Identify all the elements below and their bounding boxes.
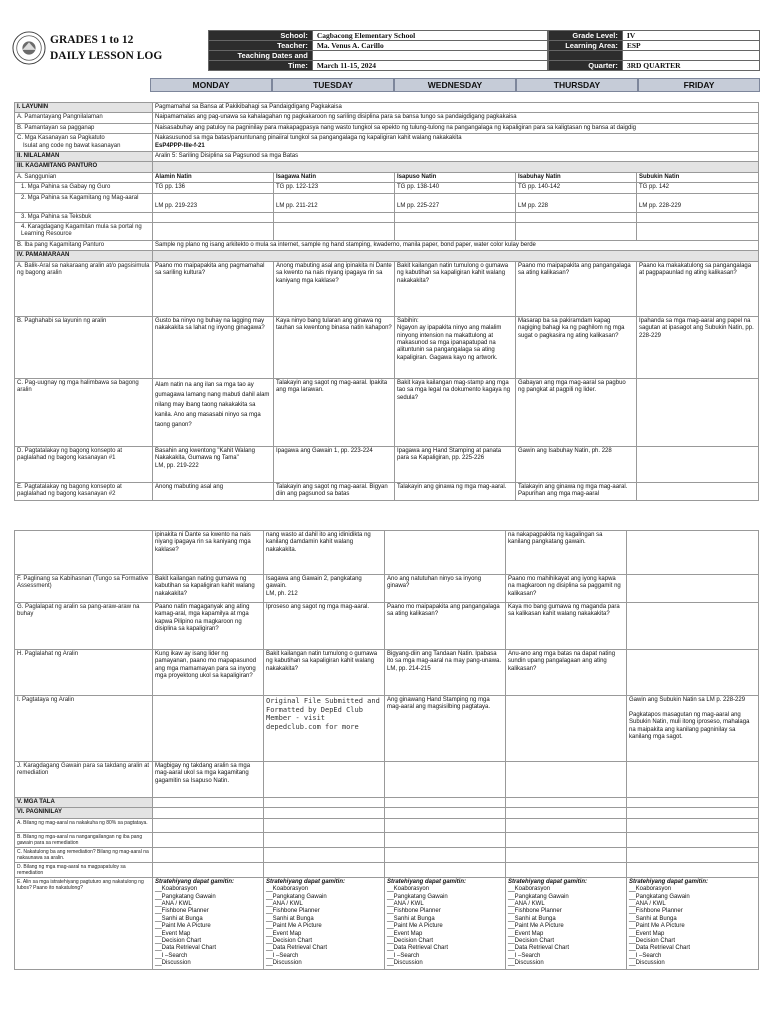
strategy-item: __Pangkatang Gawain	[155, 893, 216, 900]
strategies-wednesday	[385, 877, 506, 969]
depedclub-note: Original File Submitted and Formatted by DepEd Club Member - visit depedclub.com for more	[264, 696, 385, 762]
nilay-d-label: D. Bilang ng mga mag-aaral na magpapatuloy sa remediation	[15, 862, 153, 877]
table-cell: Kung ikaw ay isang lider ng pamayanan, paano mo mapapasunod ang mga mamamayan para sa inyong mga proyektong ukol sa kapaligiran?	[153, 650, 264, 696]
table-cell: Ipagawa ang Hand Stamping at panata para sa Kapaligiran, pp. 225-226	[395, 446, 516, 482]
strategy-item: __Paint Me A Picture	[387, 923, 443, 930]
table-cell: TG pp. 142	[637, 183, 759, 193]
table-cell: Ang ginawang Hand Stamping ng mga mag-aaral ang magsisilbing pagtataya.	[385, 696, 506, 762]
strategy-item: __I –Search	[266, 952, 299, 959]
strategy-item: __Paint Me A Picture	[155, 923, 211, 930]
strategy-item: __Discussion	[155, 960, 191, 967]
table-cell	[627, 531, 759, 575]
area-value: ESP	[622, 41, 759, 51]
table-cell: na nakapagpakita ng kagalingan sa kanilang pangkatang gawain.	[506, 531, 627, 575]
strategies-tuesday	[264, 877, 385, 969]
strategy-item: __Pangkatang Gawain	[508, 893, 569, 900]
table-cell: Anong mabuting asal ang ipinakita ni Dante sa kwento na nais niyang ipagaya rin sa kaniyang mga kaklase?	[274, 261, 395, 316]
table-cell: Ipagawa ang Gawain 1, pp. 223-224	[274, 446, 395, 482]
paglalapat-label: G. Paglalapat ng aralin sa pang-araw-araw na buhay	[15, 603, 153, 650]
strategy-item: __Pangkatang Gawain	[629, 893, 690, 900]
strategy-item: __Koaborasyon	[629, 886, 672, 893]
strategy-item: __Discussion	[508, 960, 544, 967]
strategy-item: __Sanhi at Bunga	[629, 915, 677, 922]
page-one	[0, 0, 768, 498]
table-cell: Bakit kailangan natin tumulong o gumawa ng kabutihan sa kapaligiran kahit walang nakakakita?	[395, 261, 516, 316]
time-label: Time:	[209, 61, 313, 71]
strategy-item: __Decision Chart	[266, 938, 313, 945]
table-cell: LM pp. 228-229	[637, 193, 759, 212]
kagamitan-label: III. KAGAMITANG PANTURO	[15, 162, 153, 172]
grade-info-table	[548, 30, 760, 71]
teacher-label: Teacher:	[209, 41, 313, 51]
strategy-item: __Decision Chart	[387, 938, 434, 945]
table-cell: Iproseso ang sagot ng mga mag-aaral.	[264, 603, 385, 650]
table-cell: Gawin ang Isabuhay Natin, ph. 228	[516, 446, 637, 482]
paghahabi-label: B. Paghahabi sa layunin ng aralin	[15, 316, 153, 378]
strategy-item: __Pangkatang Gawain	[387, 893, 448, 900]
table-cell: TG pp. 122-123	[274, 183, 395, 193]
table-cell	[637, 446, 759, 482]
strategy-item: __Fishbone Planner	[387, 908, 441, 915]
strategies-friday	[627, 877, 759, 969]
strategy-item: __Paint Me A Picture	[629, 923, 685, 930]
school-label: School:	[209, 31, 313, 41]
col-isabuhay: Isabuhay Natin	[516, 172, 637, 182]
strategy-item: __I –Search	[387, 952, 420, 959]
strategy-item: __I –Search	[155, 952, 188, 959]
school-value: Cagbacong Elementary School	[312, 31, 547, 41]
table-cell: Ano ang natutuhan ninyo sa inyong ginawa?	[385, 575, 506, 603]
strategy-item: __Data Retrieval Chart	[508, 945, 570, 952]
strategy-item: __Data Retrieval Chart	[266, 945, 328, 952]
pag-uugnay-label: C. Pag-uugnay ng mga halimbawa sa bagong aralin	[15, 378, 153, 446]
dates-value: March 11-15, 2024	[312, 61, 547, 71]
strategy-item: __Event Map	[629, 930, 665, 937]
paglinang-label: F. Paglinang sa Kabihasnan (Tungo sa Formative Assessment)	[15, 575, 153, 603]
document-title	[50, 32, 162, 64]
strategy-title: Stratehiyang dapat gamitin:	[266, 878, 346, 885]
grade-value: IV	[622, 31, 759, 41]
strategies-monday	[153, 877, 264, 969]
table-cell: Masarap ba sa pakiramdam kapag nagiging bahagi ka ng paghilom ng mga sugat o pagkasira ng ating kalikasan?	[516, 316, 637, 378]
strategy-item: __Decision Chart	[155, 938, 202, 945]
strategy-item: __Pangkatang Gawain	[266, 893, 327, 900]
strategy-item: __Discussion	[266, 960, 302, 967]
strategy-item: __Sanhi at Bunga	[508, 915, 556, 922]
col-subukin: Subukin Natin	[637, 172, 759, 182]
strategy-item: __Koaborasyon	[387, 886, 430, 893]
day-monday: MONDAY	[150, 78, 272, 92]
strategy-item: __Decision Chart	[629, 938, 676, 945]
table-cell: Magbigay ng takdang aralin sa mga mag-aaral ukol sa mga kagamitang gagamitin sa Isapuso Natin.	[153, 762, 264, 798]
strategy-title: Stratehiyang dapat gamitin:	[387, 878, 467, 885]
day-headers	[10, 78, 760, 92]
pamamaraan-label: IV. PAMAMARAAN	[15, 251, 153, 261]
col-alamin: Alamin Natin	[153, 172, 274, 182]
table-cell: Kaya ninyo bang tularan ang ginawa ng tauhan sa kwentong binasa natin kahapon?	[274, 316, 395, 378]
table-cell: Paano mo maipapakita ang pangangalaga sa ating kalikasan?	[385, 603, 506, 650]
strategy-item: __Koaborasyon	[155, 886, 198, 893]
strategy-item: __Paint Me A Picture	[266, 923, 322, 930]
table-cell: Sabihin: Ngayon ay ipapakita ninyo ang malalim ninyong intension na makattulong at makasunod sa mga ipanapatupad na alituntunin sa pangangalaga sa ating kapaligiran. Gagawa kayo ng artwork.	[395, 316, 516, 378]
strategy-item: __Sanhi at Bunga	[387, 915, 435, 922]
table-cell	[627, 650, 759, 696]
strategy-item: __Fishbone Planner	[266, 908, 320, 915]
layunin-label: I. LAYUNIN	[15, 103, 153, 113]
pamantayan-pagganap-text: Naisasabuhay ang patuloy na pagninilay para makapagpasya nang wasto tungkol sa epekto ng tulung-tulong na pangangalaga ng kapaligiran para sa kaligtasan ng bansa at daigdig	[153, 123, 759, 133]
table-cell: Paano natin magaganyak ang ating kamag-aral, mga kapamilya at mga kapwa Pilipino na magkaroon ng disiplina sa kapaligiran?	[153, 603, 264, 650]
table-cell	[627, 575, 759, 603]
table-cell: LM pp. 228	[516, 193, 637, 212]
table-cell: Ipahanda sa mga mag-aaral ang papel na sagutan at ipasagot ang Subukin Natin, pp. 228-229	[637, 316, 759, 378]
dates-label: Teaching Dates and	[209, 51, 313, 61]
strategy-item: __Koaborasyon	[508, 886, 551, 893]
pamantayan-pagganap-label: B. Pamantayan sa pagganap	[15, 123, 153, 133]
nilay-a-label: A. Bilang ng mag-aaral na nakakuha ng 80% sa pagtataya.	[15, 818, 153, 832]
table-cell: Isagawa ang Gawain 2, pangkatang gawain. LM, ph. 212	[264, 575, 385, 603]
table-cell: Bakit kailangan nating gumawa ng kabutihan sa kapaligiran kahit walang nakakakita?	[153, 575, 264, 603]
strategy-item: __Data Retrieval Chart	[387, 945, 449, 952]
strategy-item: __I –Search	[508, 952, 541, 959]
table-cell: Anu-ano ang mga batas na dapat nating sundin upang pangalagaan ang ating kalikasan?	[506, 650, 627, 696]
strategy-item: __ANA / KWL	[266, 901, 303, 908]
strategy-item: __Sanhi at Bunga	[155, 915, 203, 922]
title-line-2: DAILY LESSON LOG	[50, 50, 163, 62]
table-cell: Talakayin ang ginawa ng mga mag-aaral. Papurihan ang mga mag-aaral	[516, 482, 637, 500]
strategy-item: __Data Retrieval Chart	[629, 945, 691, 952]
table-cell: LM pp. 225-227	[395, 193, 516, 212]
nilay-c-label: C. Nakatulong ba ang remediation? Bilang ng mag-aaral na nakaunawa sa aralin.	[15, 847, 153, 862]
balik-aral-label: A. Balik-Aral sa nakaraang aralin at/o pagsisimula ng bagong aralin	[15, 261, 153, 316]
table-cell	[385, 531, 506, 575]
lesson-table-page1	[14, 102, 759, 501]
quarter-label: Quarter:	[549, 61, 623, 71]
kasanayan-label: C. Mga Kasanayan sa Pagkatuto	[17, 135, 105, 142]
table-cell: LM pp. 211-212	[274, 193, 395, 212]
layunin-text: Pagmamahal sa Bansa at Pakikibahagi sa Pandaigdigang Pagkakaisa	[153, 103, 759, 113]
strategy-title: Stratehiyang dapat gamitin:	[508, 878, 588, 885]
pamantayang-label: A. Pamantayang Pangnilalaman	[15, 113, 153, 123]
lesson-table-page2	[14, 530, 759, 970]
table-cell: TG pp. 138-140	[395, 183, 516, 193]
kasanayan-sublabel: Isulat ang code ng bawat kasanayan	[23, 142, 121, 149]
pagninilay-label: VI. PAGNINILAY	[15, 808, 153, 818]
kagamitang-magaaral-label: 2. Mga Pahina sa Kagamitang ng Mag-aaral	[15, 193, 153, 212]
table-cell	[637, 378, 759, 446]
strategy-item: __Event Map	[155, 930, 191, 937]
table-cell: Alam natin na ang ilan sa mga tao ay gumagawa lamang nang mabuti dahil alam nilang may ibang taong nakakakita sa kanila. Ano ang masasabi ninyo sa mga taong ganon?	[153, 378, 274, 446]
lesson-log-header	[10, 30, 760, 70]
table-cell: Anong mabuting asal ang	[153, 482, 274, 500]
mga-tala-label: V. MGA TALA	[15, 798, 153, 808]
strategy-item: __ANA / KWL	[508, 901, 545, 908]
table-cell: Bigyang-diin ang Tandaan Natin. Ipabasa ito sa mga mag-aaral na may pang-unawa. LM, pp. 214-215	[385, 650, 506, 696]
strategy-item: __Discussion	[629, 960, 665, 967]
table-cell: ipinakita ni Dante sa kwento na nais niyang ipagaya rin sa kaniyang mga kaklase?	[153, 531, 264, 575]
strategy-item: __Koaborasyon	[266, 886, 309, 893]
iba-kagamitan-text: Sample ng plano ng isang arkitekto o mula sa internet, sample ng hand stamping, kwaderno, manila paper, bond paper, water color kulay berde	[153, 240, 759, 250]
area-label: Learning Area:	[549, 41, 623, 51]
gabay-guro-label: 1. Mga Pahina sa Gabay ng Guro	[15, 183, 153, 193]
table-cell	[627, 603, 759, 650]
strategy-title: Stratehiyang dapat gamitin:	[155, 878, 235, 885]
table-cell: Paano ka makakatulong sa pangangalaga at pagpapaunlad ng ating kalikasan?	[637, 261, 759, 316]
strategy-item: __Event Map	[387, 930, 423, 937]
nilalaman-label: II. NILALAMAN	[15, 152, 153, 162]
grade-label: Grade Level:	[549, 31, 623, 41]
strategy-item: __ANA / KWL	[155, 901, 192, 908]
pamantayang-text: Naipamamalas ang pag-unawa sa kahalagahan ng pagkakaroon ng sariling disiplina para sa bansa tungo sa pandaigdigang pagkakaisa	[153, 113, 759, 123]
paglalahat-label: H. Paglalahat ng Aralin	[15, 650, 153, 696]
strategy-item: __Fishbone Planner	[629, 908, 683, 915]
pagtatalakay-2-label: E. Pagtatalakay ng bagong konsepto at paglalahad ng bagong kasanayan #2	[15, 482, 153, 500]
title-line-1: GRADES 1 to 12	[50, 34, 134, 46]
table-cell: Gusto ba ninyo ng buhay na lagging may nakakakita sa lahat ng inyong ginagawa?	[153, 316, 274, 378]
table-cell: Paano mo maipapakita ang pangangalaga sa ating kalikasan?	[516, 261, 637, 316]
sanggunian-label: A. Sanggunian	[15, 172, 153, 182]
table-cell	[153, 696, 264, 762]
teacher-value: Ma. Venus A. Carillo	[312, 41, 547, 51]
day-wednesday: WEDNESDAY	[394, 78, 516, 92]
day-friday: FRIDAY	[638, 78, 760, 92]
kasanayan-text: Nakasusunod sa mga batas/panuntunang pinaiiral tungkol sa pangangalaga ng kapaligiran kahit walang nakakakita	[155, 135, 462, 142]
table-cell: Paano mo maipapakita ang pagmamahal sa sariling kultura?	[153, 261, 274, 316]
day-thursday: THURSDAY	[516, 78, 638, 92]
school-info-table	[208, 30, 548, 71]
strategy-item: __Sanhi at Bunga	[266, 915, 314, 922]
table-cell: Kaya mo bang gumawa ng maganda para sa kalikasan kahit walang nakakakita?	[506, 603, 627, 650]
table-cell	[637, 482, 759, 500]
nilalaman-text: Aralin 5: Sariling Disiplina sa Pagsunod sa mga Batas	[153, 152, 759, 162]
table-cell: nang wasto at dahil ito ang idinidikta ng kanilang damdamin kahit walang nakakakita.	[264, 531, 385, 575]
pagtatalakay-1-label: D. Pagtatalakay ng bagong konsepto at paglalahad ng bagong kasanayan #1	[15, 446, 153, 482]
iba-kagamitan-label: B. Iba pang Kagamitang Panturo	[15, 240, 153, 250]
table-cell: Talakayin ang sagot ng mag-aaral. Ipakita ang mga larawan.	[274, 378, 395, 446]
table-cell: Talakayin ang ginawa ng mga mag-aaral.	[395, 482, 516, 500]
strategy-title: Stratehiyang dapat gamitin:	[629, 878, 709, 885]
strategies-thursday	[506, 877, 627, 969]
strategy-item: __I –Search	[629, 952, 662, 959]
col-isapuso: Isapuso Natin	[395, 172, 516, 182]
table-cell: Gabayan ang mga mag-aaral sa pagbuo ng pangkat at pagpili ng lider.	[516, 378, 637, 446]
nilay-e-label: E. Alin sa mga istratehiyang pagtuturo ang nakatulong ng lubos? Paano ito nakatulong?	[15, 877, 153, 969]
teksbuk-label: 3. Mga Pahina sa Teksbuk	[15, 212, 153, 222]
table-cell: Bakit kaya kailangan mag-stamp ang mga tao sa mga legal na dokumento kagaya ng sedula?	[395, 378, 516, 446]
pagtataya-label: I. Pagtataya ng Aralin	[15, 696, 153, 762]
strategy-item: __ANA / KWL	[387, 901, 424, 908]
table-cell: Basahin ang kwentong "Kahit Walang Nakakakita, Gumawa ng Tama" LM, pp. 219-222	[153, 446, 274, 482]
strategy-item: __Event Map	[508, 930, 544, 937]
table-cell: LM pp. 219-223	[153, 193, 274, 212]
strategy-item: __Fishbone Planner	[155, 908, 209, 915]
strategy-item: __Event Map	[266, 930, 302, 937]
table-cell: TG pp. 140-142	[516, 183, 637, 193]
kasanayan-code: EsP4PPP-IIIe-f-21	[155, 142, 205, 149]
col-isagawa: Isagawa Natin	[274, 172, 395, 182]
page-two	[0, 528, 768, 1024]
strategy-item: __Data Retrieval Chart	[155, 945, 217, 952]
strategy-item: __ANA / KWL	[629, 901, 666, 908]
table-cell: Gawin ang Subukin Natin sa LM p. 228-229 Pagkatapos masagutan ng mag-aaral ang Subukin Natin, muli itong iproseso, mahalaga na maipakita ang kanilang pagninilay sa kanilang mga sagot.	[627, 696, 759, 762]
day-tuesday: TUESDAY	[272, 78, 394, 92]
table-cell: Bakit kailangan natin tumulong o gumawa ng kabutihan sa kapaligiran kahit walang nakakakita?	[264, 650, 385, 696]
strategy-item: __Fishbone Planner	[508, 908, 562, 915]
table-cell: Paano mo mahihikayat ang iyong kapwa na magkaroon ng disiplina sa paggamit ng kalikasan?	[506, 575, 627, 603]
learning-resource-label: 4. Karagdagang Kagamitan mula sa portal ng Learning Resource	[15, 223, 153, 241]
table-cell: Talakayin ang sagot ng mag-aaral. Bigyan diin ang pagsunod sa batas	[274, 482, 395, 500]
table-cell	[506, 696, 627, 762]
strategy-item: __Decision Chart	[508, 938, 555, 945]
strategy-item: __Paint Me A Picture	[508, 923, 564, 930]
table-cell: TG pp. 136	[153, 183, 274, 193]
karagdagang-gawain-label: J. Karagdagang Gawain para sa takdang aralin at remediation	[15, 762, 153, 798]
quarter-value: 3RD QUARTER	[622, 61, 759, 71]
deped-seal-icon	[12, 30, 46, 66]
nilay-b-label: B. Bilang ng mga-aaral na nangangailangan ng iba pang gawain para sa remediation	[15, 832, 153, 847]
strategy-item: __Discussion	[387, 960, 423, 967]
